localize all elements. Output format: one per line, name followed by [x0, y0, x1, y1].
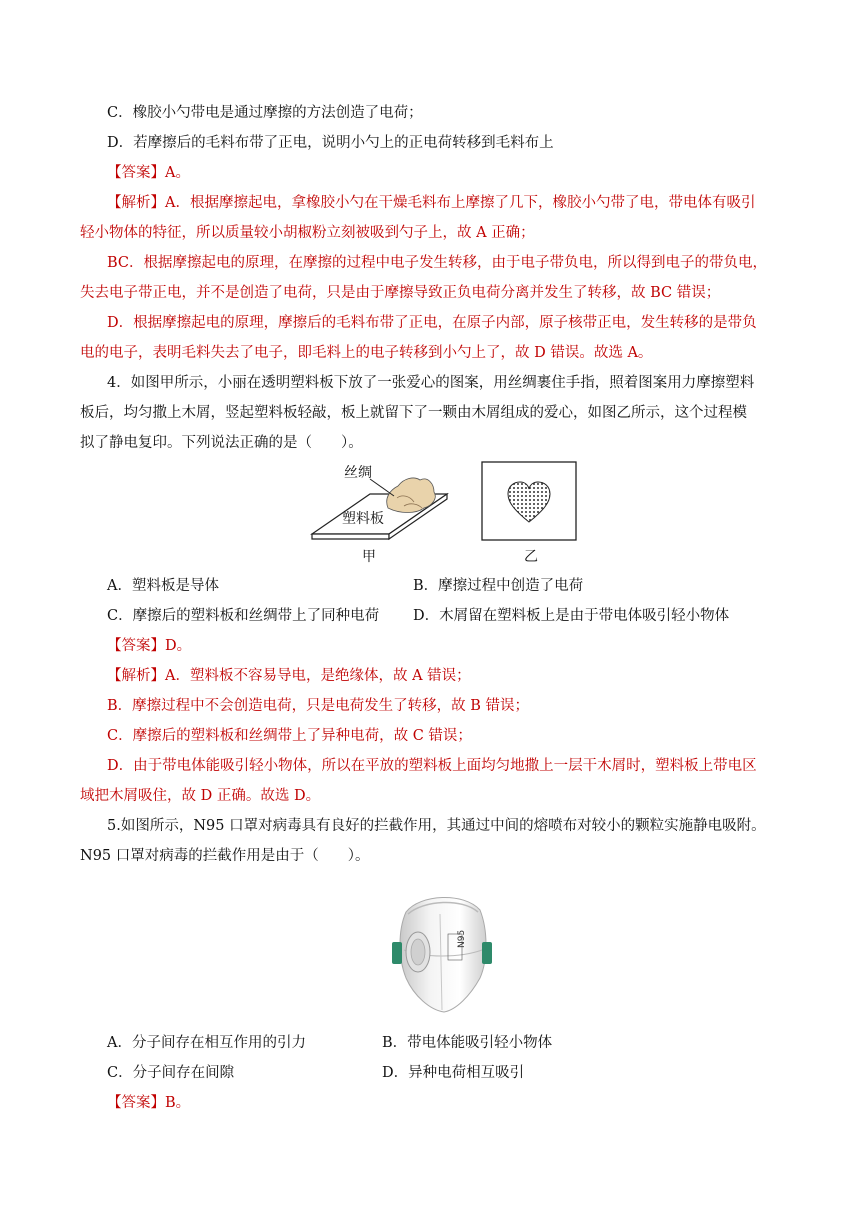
- n95-mask-icon: [384, 890, 500, 1016]
- q5-answer: 【答案】B。: [107, 1095, 191, 1111]
- q4-stem-line-1: 4．如图甲所示，小丽在透明塑料板下放了一张爱心的图案，用丝绸裹住手指，照着图案用力摩擦塑料: [107, 375, 755, 391]
- q4-analysis-line-4: D．由于带电体能吸引轻小物体，所以在平放的塑料板上面均匀地撒上一层干木屑时，塑料板上带电区: [107, 758, 757, 774]
- q5-stem-line-2: N95 口罩对病毒的拦截作用是由于（ ）。: [80, 848, 370, 864]
- q3-option-c: C．橡胶小勺带电是通过摩擦的方法创造了电荷；: [107, 105, 423, 121]
- q3-analysis-line-6: 电的电子，表明毛料失去了电子，即毛料上的电子转移到小勺上了，故 D 错误。故选 A。: [80, 345, 653, 361]
- q5-stem-line-1: 5.如图所示，N95 口罩对病毒具有良好的拦截作用，其通过中间的熔喷布对较小的颗粒实施静电吸附。: [107, 818, 766, 834]
- strap-clip-right: [482, 942, 492, 964]
- q3-answer: 【答案】A。: [107, 165, 190, 181]
- q3-analysis-line-1: 【解析】A．根据摩擦起电，拿橡胶小勺在干燥毛料布上摩擦了几下，橡胶小勺带了电，带电体有吸引: [107, 195, 756, 211]
- q4-figure: [300, 458, 580, 570]
- strap-clip-left: [392, 942, 402, 964]
- q5-option-d: D．异种电荷相互吸引: [382, 1065, 525, 1081]
- q4-stem-line-2: 板后，均匀撒上木屑，竖起塑料板轻敲，板上就留下了一颗由木屑组成的爱心，如图乙所示，这个过程模: [80, 405, 747, 421]
- q3-analysis-line-4: 失去电子带正电，并不是创造了电荷，只是由于摩擦导致正负电荷分离并发生了转移，故 BC 错误；: [80, 285, 721, 301]
- q4-analysis-line-2: B．摩擦过程中不会创造电荷，只是电荷发生了转移，故 B 错误；: [107, 698, 530, 714]
- q4-analysis-line-3: C．摩擦后的塑料板和丝绸带上了异种电荷，故 C 错误；: [107, 728, 472, 744]
- caption-jia: 甲: [362, 549, 376, 565]
- q3-analysis-line-3: BC．根据摩擦起电的原理，在摩擦的过程中电子发生转移，由于电子带负电，所以得到电子的带负电，: [107, 255, 768, 271]
- q4-stem-line-3: 拟了静电复印。下列说法正确的是（ ）。: [80, 435, 363, 451]
- label-board: 塑料板: [342, 511, 384, 527]
- q3-analysis-line-5: D．根据摩擦起电的原理，摩擦后的毛料布带了正电，在原子内部，原子核带正电，发生转移的是带负: [107, 315, 757, 331]
- q4-answer: 【答案】D。: [107, 638, 192, 654]
- q4-option-c: C．摩擦后的塑料板和丝绸带上了同种电荷: [107, 608, 380, 624]
- q5-option-a: A．分子间存在相互作用的引力: [107, 1035, 306, 1051]
- q3-analysis-line-2: 轻小物体的特征，所以质量较小胡椒粉立刻被吸到勺子上，故 A 正确；: [80, 225, 535, 241]
- caption-yi: 乙: [524, 549, 538, 565]
- n95-mask-image: [384, 890, 500, 1016]
- label-silk: 丝绸: [344, 465, 372, 481]
- q3-option-d: D．若摩擦后的毛料布带了正电，说明小勺上的正电荷转移到毛料布上: [107, 135, 554, 151]
- q4-option-a: A．塑料板是导体: [107, 578, 219, 594]
- q4-option-b: B．摩擦过程中创造了电荷: [413, 578, 584, 594]
- q5-option-b: B．带电体能吸引轻小物体: [382, 1035, 553, 1051]
- q4-analysis-line-1: 【解析】A．塑料板不容易导电，是绝缘体，故 A 错误；: [107, 668, 471, 684]
- q5-option-c: C．分子间存在间隙: [107, 1065, 235, 1081]
- q4-analysis-line-5: 域把木屑吸住，故 D 正确。故选 D。: [80, 788, 321, 804]
- mask-n95-text: N95: [457, 929, 467, 948]
- q4-option-d: D．木屑留在塑料板上是由于带电体吸引轻小物体: [413, 608, 730, 624]
